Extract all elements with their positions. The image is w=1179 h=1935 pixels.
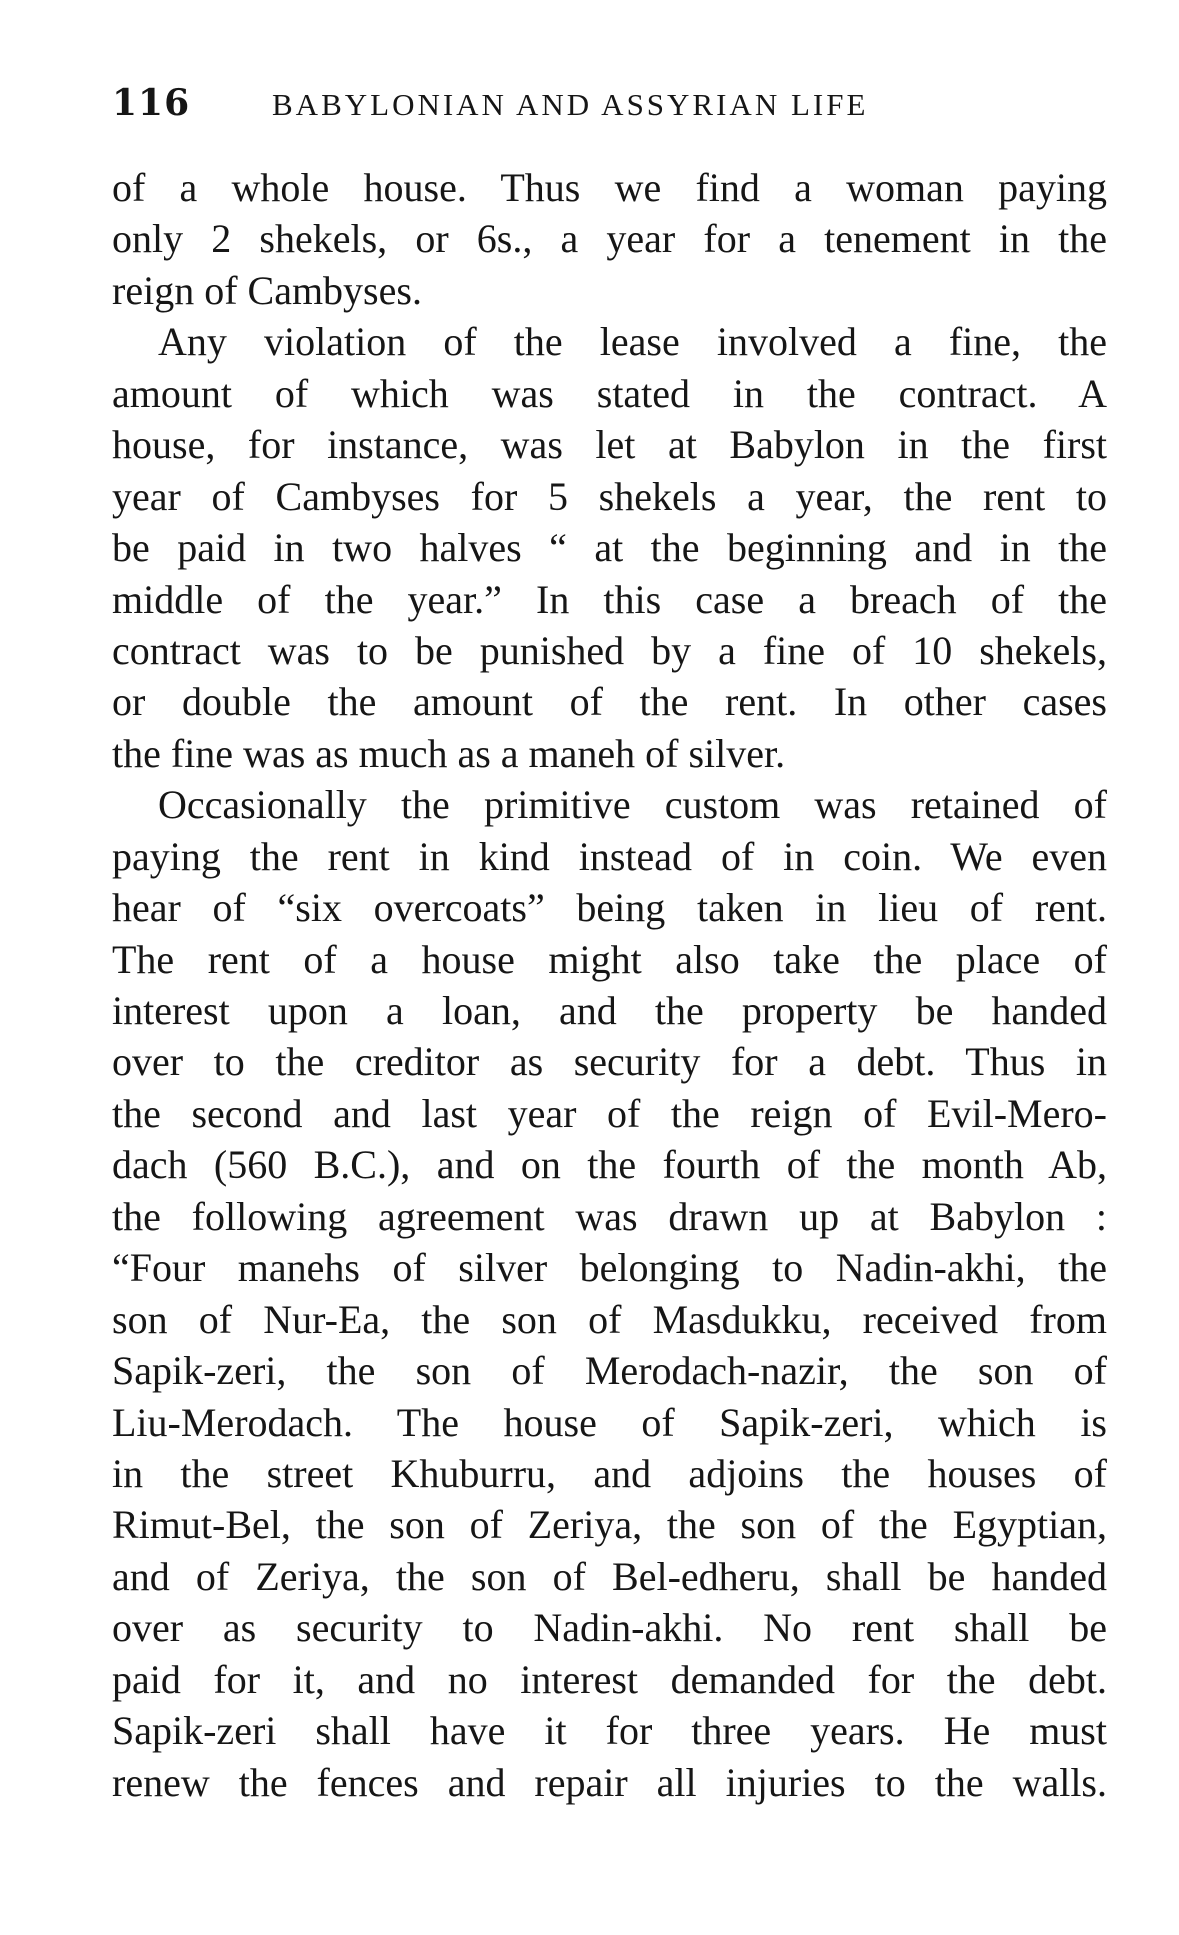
text-line: Sapik-zeri shall have it for three years. He must bbox=[112, 1708, 1107, 1754]
text-line: year of Cambyses for 5 shekels a year, the rent to bbox=[112, 473, 1107, 519]
text-line: renew the fences and repair all injuries to the walls. bbox=[112, 1759, 1107, 1805]
text-line: contract was to be punished by a fine of 10 shekels, bbox=[112, 627, 1107, 673]
text-line: middle of the year.” In this case a breach of the bbox=[112, 576, 1107, 622]
text-line: son of Nur-Ea, the son of Masdukku, received from bbox=[112, 1296, 1107, 1342]
paragraph bbox=[112, 162, 1107, 316]
text-line: paying the rent in kind instead of in coin. We even bbox=[112, 833, 1107, 879]
paragraph bbox=[112, 779, 1107, 1808]
text-line: Occasionally the primitive custom was retained of bbox=[158, 782, 1107, 828]
text-line: the second and last year of the reign of Evil-Mero- bbox=[112, 1090, 1107, 1136]
text-line: the following agreement was drawn up at Babylon : bbox=[112, 1193, 1107, 1239]
text-line: house, for instance, was let at Babylon in the first bbox=[112, 422, 1107, 468]
text-line: the fine was as much as a maneh of silver. bbox=[112, 730, 786, 776]
running-head bbox=[112, 78, 1107, 128]
text-line: in the street Khuburru, and adjoins the houses of bbox=[112, 1450, 1107, 1496]
paragraph bbox=[112, 316, 1107, 779]
text-line: and of Zeriya, the son of Bel-edheru, shall be handed bbox=[112, 1553, 1107, 1599]
text-line: of a whole house. Thus we find a woman paying bbox=[112, 165, 1107, 210]
body-text bbox=[112, 162, 1107, 1808]
text-line: dach (560 B.C.), and on the fourth of the month Ab, bbox=[112, 1142, 1107, 1188]
text-line: The rent of a house might also take the place of bbox=[112, 936, 1107, 982]
text-line: interest upon a loan, and the property be handed bbox=[112, 988, 1107, 1033]
text-line: Rimut-Bel, the son of Zeriya, the son of the Egyptian, bbox=[112, 1502, 1107, 1548]
text-line: Liu-Merodach. The house of Sapik-zeri, which is bbox=[112, 1399, 1107, 1445]
text-line: “Four manehs of silver belonging to Nadin-akhi, the bbox=[112, 1245, 1107, 1291]
text-line: only 2 shekels, or 6s., a year for a tenement in the bbox=[112, 216, 1107, 262]
text-line: be paid in two halves “ at the beginning and in the bbox=[112, 525, 1107, 571]
text-line: hear of “six overcoats” being taken in lieu of rent. bbox=[112, 885, 1107, 931]
text-line: over as security to Nadin-akhi. No rent shall be bbox=[112, 1605, 1107, 1651]
running-title: BABYLONIAN AND ASSYRIAN LIFE bbox=[272, 87, 869, 122]
text-line: amount of which was stated in the contract. A bbox=[112, 370, 1107, 416]
page-number: 116 bbox=[112, 82, 191, 124]
text-line: over to the creditor as security for a debt. Thus in bbox=[112, 1039, 1107, 1085]
text-line: or double the amount of the rent. In other cases bbox=[112, 679, 1107, 725]
text-line: Sapik-zeri, the son of Merodach-nazir, the son of bbox=[112, 1348, 1107, 1394]
text-line: paid for it, and no interest demanded for the debt. bbox=[112, 1656, 1107, 1702]
text-line: reign of Cambyses. bbox=[112, 267, 422, 313]
text-line: Any violation of the lease involved a fine, the bbox=[158, 319, 1107, 365]
